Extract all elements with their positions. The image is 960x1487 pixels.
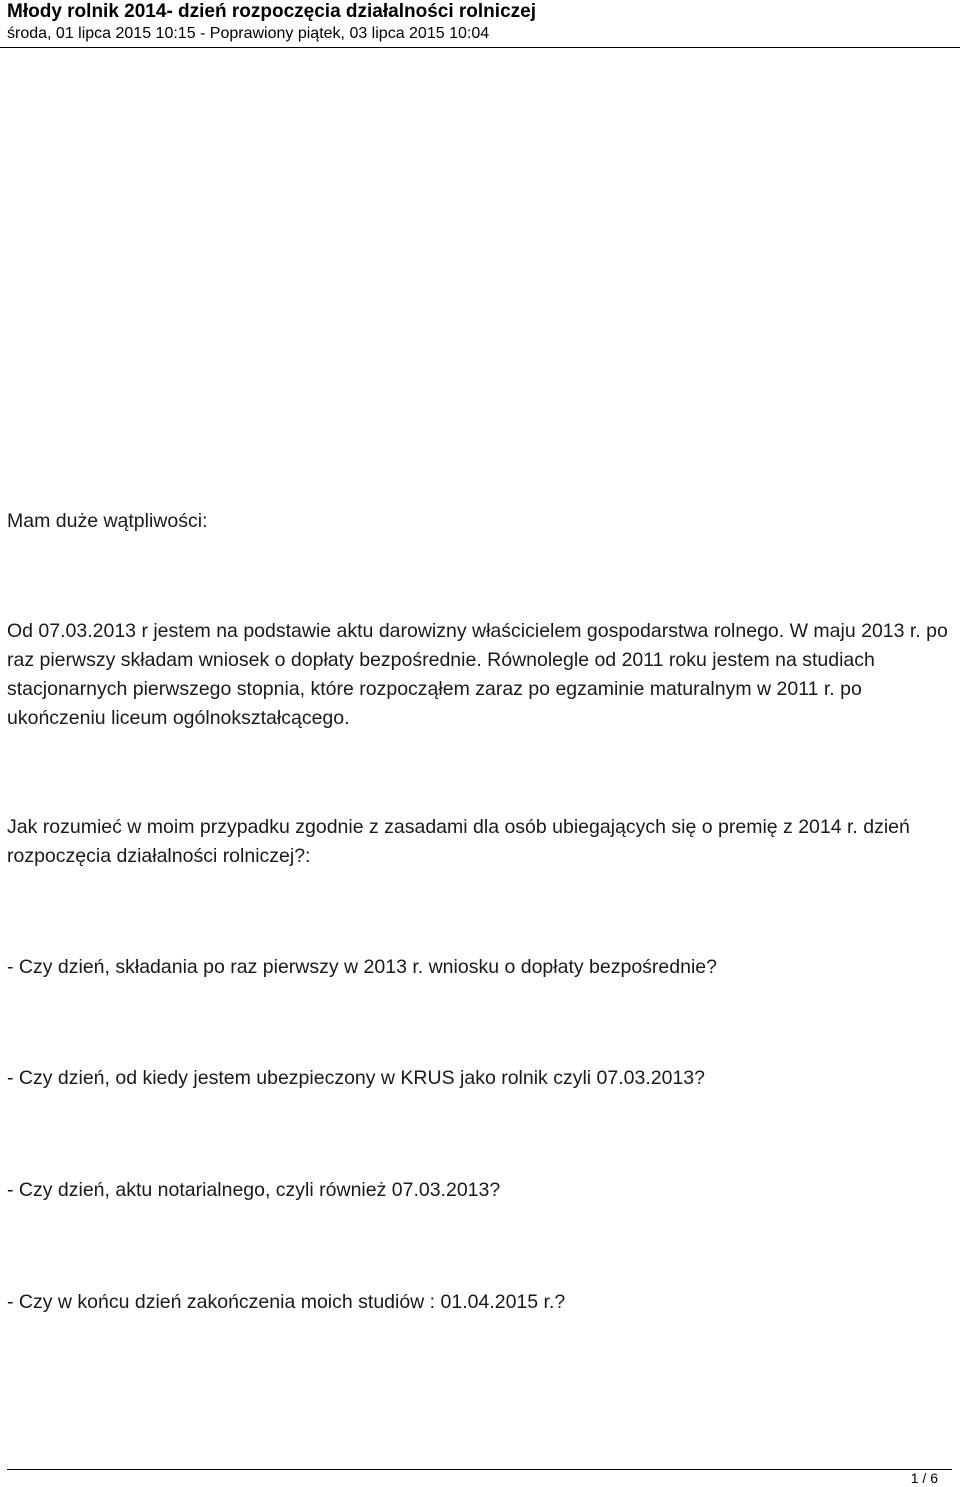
page-number: 1 / 6 — [910, 1470, 938, 1486]
question-item-1: - Czy dzień, składania po raz pierwszy w 2013 r. wniosku o dopłaty bezpośrednie? — [7, 956, 717, 978]
question-item-3: - Czy dzień, aktu notarialnego, czyli również 07.03.2013? — [7, 1179, 501, 1201]
footer-divider — [7, 1469, 952, 1470]
question-item-4: - Czy w końcu dzień zakończenia moich studiów : 01.04.2015 r.? — [7, 1291, 566, 1313]
document-meta-dates: środa, 01 lipca 2015 10:15 - Poprawiony piątek, 03 lipca 2015 10:04 — [7, 25, 490, 42]
document-title: Młody rolnik 2014- dzień rozpoczęcia działalności rolniczej — [7, 1, 536, 22]
question-paragraph: Jak rozumieć w moim przypadku zgodnie z zasadami dla osób ubiegających się o premię z 2014 r. dzień rozpoczęcia działalności rolniczej?: — [7, 816, 910, 867]
intro-paragraph: Mam duże wątpliwości: — [7, 510, 208, 532]
question-item-2: - Czy dzień, od kiedy jestem ubezpieczony w KRUS jako rolnik czyli 07.03.2013? — [7, 1067, 706, 1089]
background-paragraph: Od 07.03.2013 r jestem na podstawie aktu darowizny właścicielem gospodarstwa rolnego. W maju 2013 r. po raz pierwszy składam wniosek o dopłaty bezpośrednie. Równolegle od 2011 roku jestem na studiach stacjonarnych pierwszego stopnia, które rozpocząłem zaraz po egzaminie maturalnym w 2011 r. po ukończeniu liceum ogólnokształcącego. — [7, 620, 948, 729]
document-header — [0, 0, 960, 48]
